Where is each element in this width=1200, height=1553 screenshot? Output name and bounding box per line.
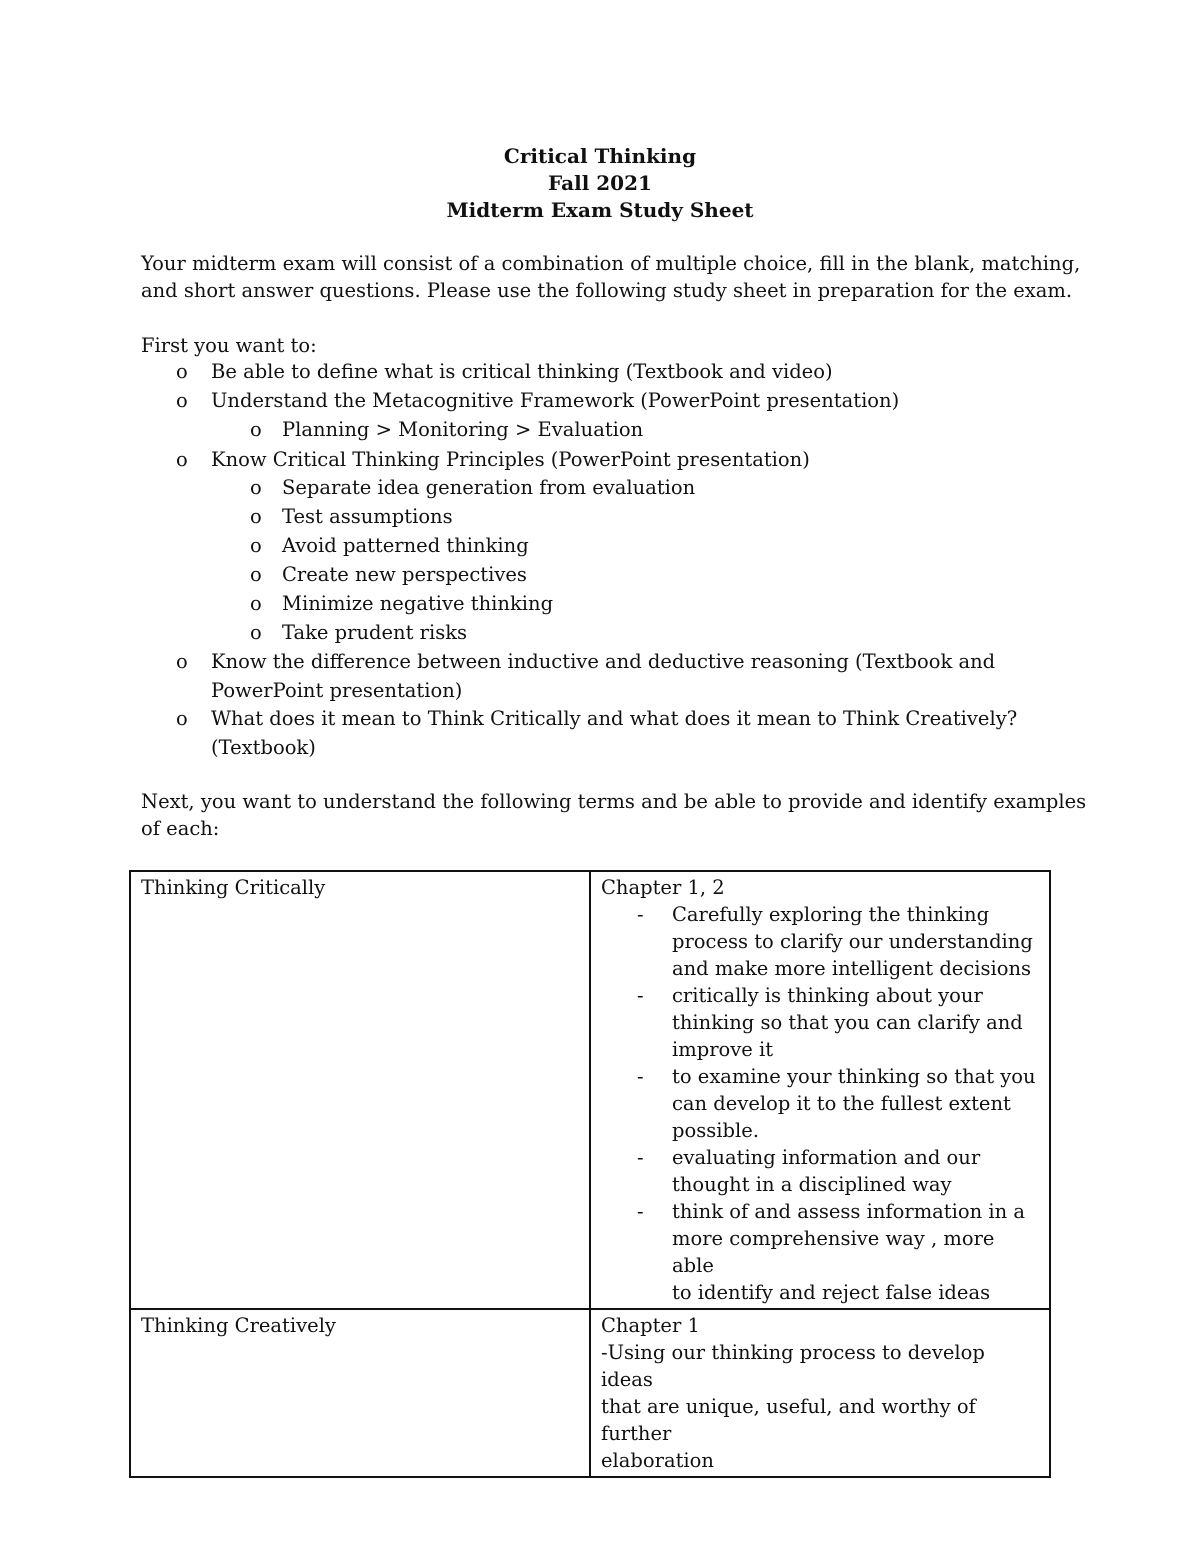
first-sub-item: Create new perspectives bbox=[282, 563, 527, 586]
bullet-marker: o bbox=[176, 360, 188, 383]
term-cell bbox=[130, 871, 590, 1309]
definition-line: thinking so that you can clarify and bbox=[672, 1011, 1023, 1034]
definition-point bbox=[601, 982, 1039, 1063]
first-sub-item: Minimize negative thinking bbox=[282, 592, 554, 615]
definition-cell bbox=[590, 1309, 1050, 1477]
definition-line: can develop it to the fullest extent bbox=[672, 1092, 1011, 1115]
first-item-continued: (Textbook) bbox=[211, 736, 316, 759]
definition-line: -Using our thinking process to develop ideas bbox=[601, 1341, 985, 1391]
dash-marker: - bbox=[637, 1146, 644, 1169]
definition-line: critically is thinking about your bbox=[672, 984, 983, 1007]
term-label: Thinking Critically bbox=[141, 876, 326, 899]
bullet-marker: o bbox=[176, 389, 188, 412]
first-sub-item: Avoid patterned thinking bbox=[282, 534, 529, 557]
definition-line: thought in a disciplined way bbox=[672, 1173, 952, 1196]
bullet-marker: o bbox=[176, 650, 188, 673]
definition-line: think of and assess information in a bbox=[672, 1200, 1025, 1223]
definition-line: improve it bbox=[672, 1038, 774, 1061]
first-sub-item: Planning > Monitoring > Evaluation bbox=[282, 418, 644, 441]
first-lead: First you want to: bbox=[141, 334, 317, 357]
first-item: Know the difference between inductive and deductive reasoning (Textbook and bbox=[211, 650, 996, 673]
definition-line: possible. bbox=[672, 1119, 759, 1142]
chapter-label: Chapter 1 bbox=[601, 1314, 700, 1337]
first-sub-item: Test assumptions bbox=[282, 505, 453, 528]
sub-bullet-marker: o bbox=[250, 621, 262, 644]
definition-cell bbox=[590, 871, 1050, 1309]
sheet-title: Midterm Exam Study Sheet bbox=[446, 198, 754, 222]
bullet-marker: o bbox=[176, 448, 188, 471]
intro-line-2: and short answer questions. Please use the following study sheet in preparation for the exam. bbox=[141, 279, 1073, 302]
sub-bullet-marker: o bbox=[250, 534, 262, 557]
sub-bullet-marker: o bbox=[250, 476, 262, 499]
definition-line: to identify and reject false ideas bbox=[672, 1281, 991, 1304]
definition-point bbox=[601, 1144, 1039, 1198]
definition-point bbox=[601, 901, 1039, 982]
term-cell bbox=[130, 1309, 590, 1477]
dash-marker: - bbox=[637, 903, 644, 926]
sub-bullet-marker: o bbox=[250, 592, 262, 615]
definition-line: process to clarify our understanding bbox=[672, 930, 1033, 953]
definition-line: evaluating information and our bbox=[672, 1146, 981, 1169]
sub-bullet-marker: o bbox=[250, 505, 262, 528]
next-line-1: Next, you want to understand the following terms and be able to provide and identify examples bbox=[141, 790, 1087, 813]
dash-marker: - bbox=[637, 1065, 644, 1088]
term-label: Thinking Creatively bbox=[141, 1314, 336, 1337]
course-title: Critical Thinking bbox=[503, 144, 697, 168]
next-line-2: of each: bbox=[141, 817, 220, 840]
table-row bbox=[130, 871, 1050, 1309]
term-title: Fall 2021 bbox=[548, 171, 652, 195]
definition-line: to examine your thinking so that you bbox=[672, 1065, 1036, 1088]
definition-line: more comprehensive way , more able bbox=[672, 1227, 995, 1277]
terms-table bbox=[129, 870, 1051, 1478]
sub-bullet-marker: o bbox=[250, 418, 262, 441]
dash-marker: - bbox=[637, 984, 644, 1007]
bullet-marker: o bbox=[176, 707, 188, 730]
table-row bbox=[130, 1309, 1050, 1477]
first-item-continued: PowerPoint presentation) bbox=[211, 679, 463, 702]
chapter-label: Chapter 1, 2 bbox=[601, 876, 725, 899]
definition-line: and make more intelligent decisions bbox=[672, 957, 1032, 980]
first-item: Be able to define what is critical thinking (Textbook and video) bbox=[211, 360, 833, 383]
definition-point bbox=[601, 1198, 1039, 1306]
definition-point bbox=[601, 1063, 1039, 1144]
title-block bbox=[0, 143, 1200, 224]
definition-line: Carefully exploring the thinking bbox=[672, 903, 990, 926]
first-sub-item: Separate idea generation from evaluation bbox=[282, 476, 696, 499]
first-item: What does it mean to Think Critically and what does it mean to Think Creatively? bbox=[211, 707, 1018, 730]
first-sub-item: Take prudent risks bbox=[282, 621, 468, 644]
first-item: Know Critical Thinking Principles (PowerPoint presentation) bbox=[211, 448, 810, 471]
definition-line: elaboration bbox=[601, 1449, 714, 1472]
first-item: Understand the Metacognitive Framework (PowerPoint presentation) bbox=[211, 389, 900, 412]
intro-line-1: Your midterm exam will consist of a combination of multiple choice, fill in the blank, matching, bbox=[141, 252, 1081, 275]
dash-marker: - bbox=[637, 1200, 644, 1223]
definition-line: that are unique, useful, and worthy of further bbox=[601, 1395, 976, 1445]
sub-bullet-marker: o bbox=[250, 563, 262, 586]
